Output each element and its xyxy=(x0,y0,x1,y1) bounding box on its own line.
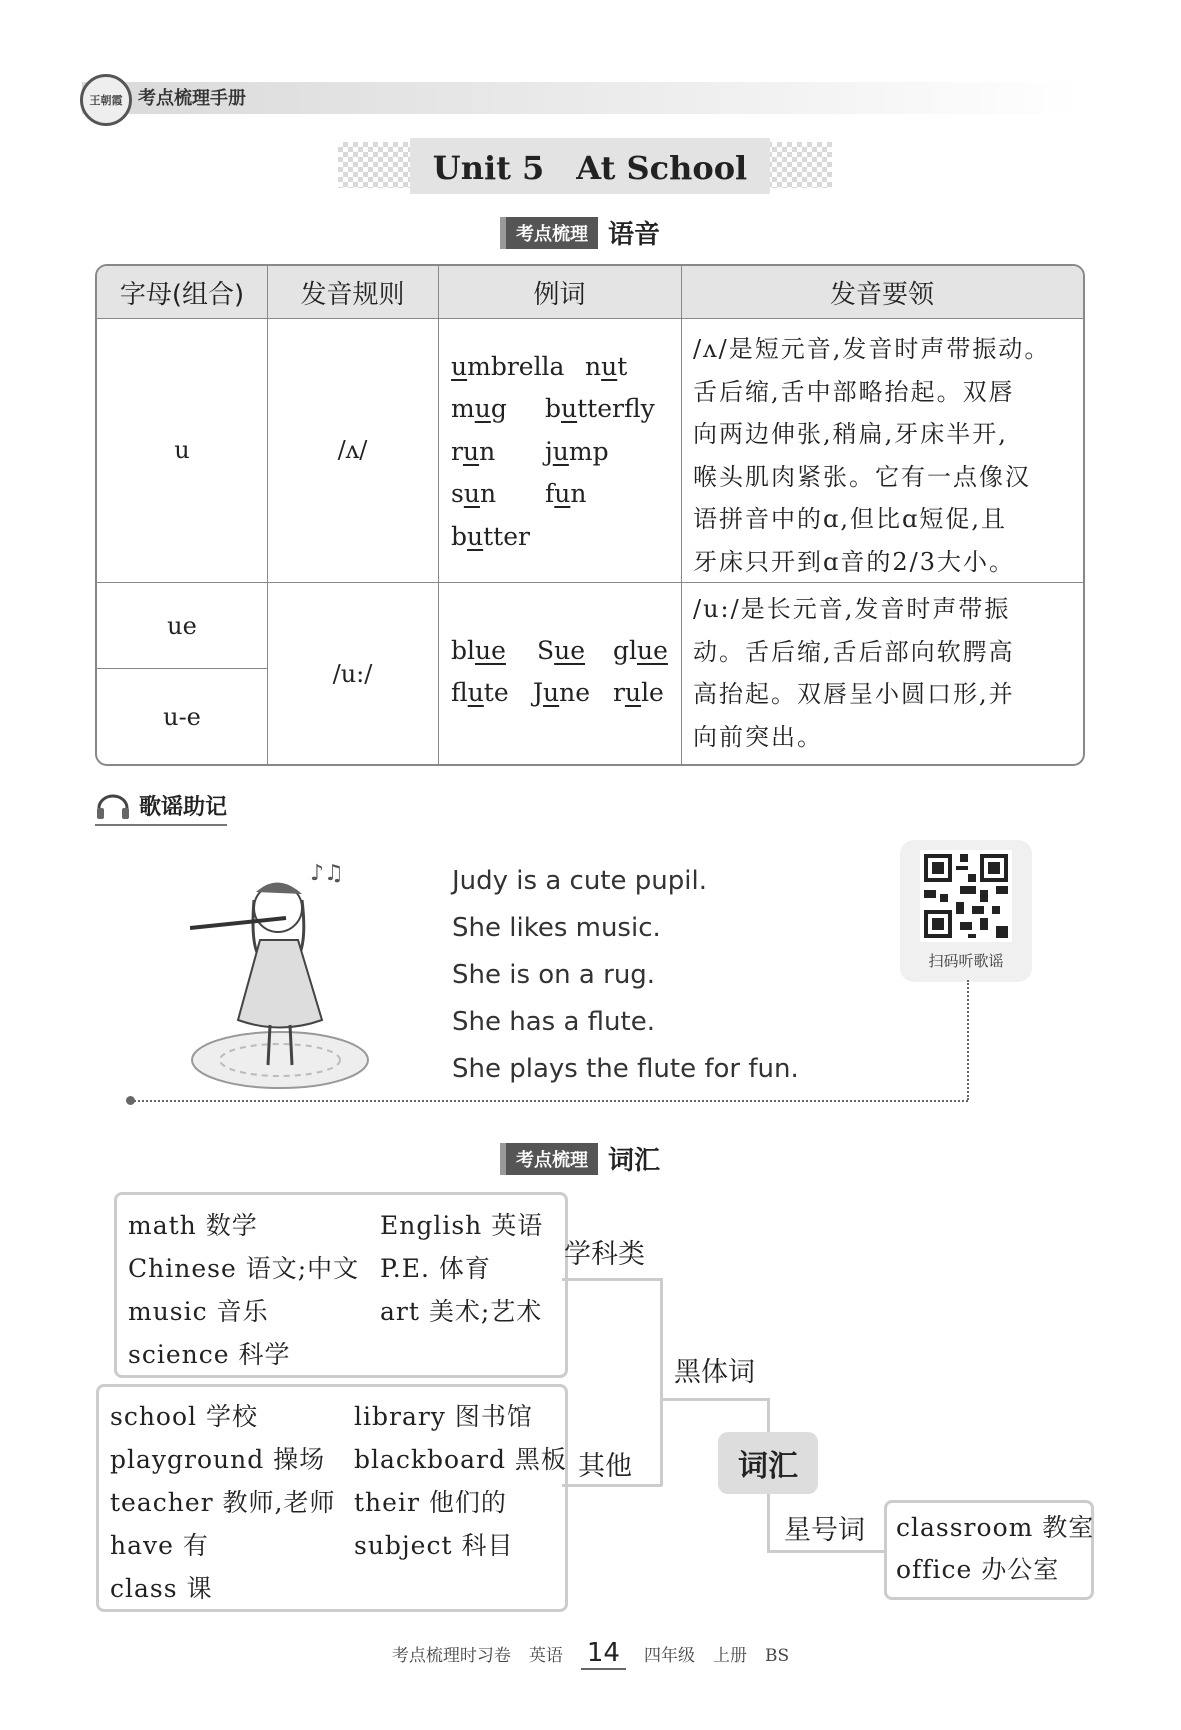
target-letters: u xyxy=(467,522,484,551)
desc-line: 舌后缩,舌中部略抬起。双唇 xyxy=(693,377,1015,406)
col-header-rule: 发音规则 xyxy=(267,266,438,319)
target-letters: u xyxy=(552,437,569,466)
target-letters: u xyxy=(624,678,642,707)
qr-card[interactable] xyxy=(900,840,1032,982)
row2-letter-ue: ue xyxy=(167,611,197,640)
target-letters: u xyxy=(543,678,560,707)
lyric-line: She has a flute. xyxy=(452,1007,655,1037)
page-number: 14 xyxy=(581,1638,626,1670)
lyric-line: She likes music. xyxy=(452,913,661,943)
target-letters: ue xyxy=(475,636,506,665)
vocab-item: have 有 xyxy=(110,1531,209,1560)
example-word: butterfly xyxy=(545,394,655,423)
footer-edition: BS xyxy=(764,1646,790,1666)
table-divider xyxy=(438,266,439,764)
example-word: Sue xyxy=(537,636,586,665)
example-word: umbrella xyxy=(451,352,565,381)
others-right-list xyxy=(354,1395,567,1567)
row2-letter-u-e: u-e xyxy=(163,702,201,731)
footer-grade: 四年级 xyxy=(643,1646,695,1666)
desc-line: 喉头肌肉紧张。它有一点像汉 xyxy=(693,462,1031,491)
example-word: butter xyxy=(451,522,530,551)
example-word: run xyxy=(451,437,496,466)
connector-line xyxy=(767,1550,887,1553)
unit-title: Unit 5 At School xyxy=(410,138,770,194)
example-word: jump xyxy=(545,437,609,466)
vocab-item: playground 操场 xyxy=(110,1445,326,1474)
phonics-table xyxy=(95,264,1085,766)
book-title: 考点梳理手册 xyxy=(138,88,246,109)
example-word: rule xyxy=(613,678,664,707)
vocab-item: blackboard 黑板 xyxy=(354,1445,567,1474)
song-lyrics xyxy=(452,858,799,1093)
vocab-item: school 学校 xyxy=(110,1402,258,1431)
vocab-item: office 办公室 xyxy=(896,1555,1060,1584)
vocab-item: Chinese 语文;中文 xyxy=(128,1254,360,1283)
qr-code-icon[interactable] xyxy=(920,850,1012,942)
girl-playing-flute-illustration xyxy=(190,850,370,1100)
row1-description xyxy=(693,328,1078,583)
connector-line xyxy=(767,1398,770,1434)
example-word: nut xyxy=(585,352,628,381)
connector-line xyxy=(562,1278,662,1281)
table-divider xyxy=(681,266,682,764)
desc-line: 动。舌后缩,舌后部向软腭高 xyxy=(693,637,1015,666)
lyric-line: Judy is a cute pupil. xyxy=(452,866,707,896)
row2-example-words xyxy=(451,630,681,720)
headphones-icon xyxy=(95,792,131,820)
star-words-label: 星号词 xyxy=(784,1515,865,1546)
subjects-label: 学科类 xyxy=(564,1239,645,1270)
song-heading xyxy=(95,790,227,826)
subjects-left-list xyxy=(128,1204,359,1376)
desc-line: 向两边伸张,稍扁,牙床半开, xyxy=(693,420,1008,448)
publisher-logo: 王朝霞 xyxy=(80,74,132,126)
desc-line: 高抬起。双唇呈小圆口形,并 xyxy=(693,680,1015,708)
target-letters: ue xyxy=(637,636,668,665)
svg-text:♪♫: ♪♫ xyxy=(310,861,344,886)
desc-line: 语拼音中的ɑ,但比ɑ短促,且 xyxy=(693,505,1007,533)
vocab-item: classroom 教室 xyxy=(896,1513,1095,1542)
row2-sound: /u:/ xyxy=(332,659,373,688)
page-footer xyxy=(0,1638,1181,1670)
qr-caption: 扫码听歌谣 xyxy=(928,952,1004,970)
example-word: sun xyxy=(451,479,497,508)
row2-description xyxy=(693,588,1078,758)
vocab-item: class 课 xyxy=(110,1574,213,1603)
phonics-heading xyxy=(506,214,660,251)
others-label: 其他 xyxy=(578,1451,632,1482)
example-word: June xyxy=(533,678,591,707)
subjects-right-list xyxy=(380,1204,543,1333)
target-letters: u xyxy=(554,479,571,508)
section-tag: 考点梳理 xyxy=(506,217,598,249)
footer-volume: 上册 xyxy=(712,1646,747,1666)
example-word: fun xyxy=(545,479,587,508)
desc-line: /u:/是长元音,发音时声带振 xyxy=(693,595,1011,623)
vocab-item: English 英语 xyxy=(380,1211,544,1240)
target-letters: u xyxy=(474,394,491,423)
vocab-item: library 图书馆 xyxy=(354,1402,533,1431)
vocab-heading xyxy=(506,1140,660,1177)
vocab-item: art 美术;艺术 xyxy=(380,1297,543,1326)
dotted-divider xyxy=(130,1100,968,1102)
connector-line xyxy=(660,1278,663,1486)
target-letters: u xyxy=(601,352,618,381)
dotted-connector xyxy=(967,980,969,1100)
example-word: blue xyxy=(451,636,506,665)
target-letters: u xyxy=(561,394,578,423)
target-letters: u xyxy=(462,437,480,466)
desc-line: 向前突出。 xyxy=(693,722,823,751)
target-letters: u xyxy=(463,479,480,508)
lyric-line: She plays the flute for fun. xyxy=(452,1054,799,1084)
row1-letter: u xyxy=(174,436,190,464)
row1-example-words xyxy=(451,346,681,566)
star-words-list xyxy=(896,1507,1094,1591)
section-name: 语音 xyxy=(608,220,661,250)
col-header-examples: 例词 xyxy=(438,266,681,319)
desc-line: 牙床只开到ɑ音的2/3大小。 xyxy=(693,547,1015,576)
vocab-item: P.E. 体育 xyxy=(380,1254,491,1283)
col-header-letters: 字母(组合) xyxy=(97,266,267,319)
others-left-list xyxy=(110,1395,336,1610)
connector-line xyxy=(767,1494,770,1552)
row1-sound: /ʌ/ xyxy=(337,436,368,464)
lyric-line: She is on a rug. xyxy=(452,960,656,990)
vocab-center-node: 词汇 xyxy=(718,1432,818,1494)
song-tag-label: 歌谣助记 xyxy=(139,795,228,820)
col-header-tips: 发音要领 xyxy=(681,266,1083,319)
footer-series: 考点梳理时习卷 xyxy=(391,1646,511,1666)
example-word: glue xyxy=(613,636,668,665)
target-letters: u xyxy=(467,678,484,707)
connector-line xyxy=(662,1398,770,1401)
vocab-item: subject 科目 xyxy=(354,1531,514,1560)
example-word: mug xyxy=(451,394,507,423)
section-tag: 考点梳理 xyxy=(506,1143,598,1175)
footer-subject: 英语 xyxy=(528,1646,563,1666)
vocab-item: music 音乐 xyxy=(128,1297,269,1326)
bold-words-label: 黑体词 xyxy=(674,1357,755,1388)
target-letters: u xyxy=(451,352,468,381)
vocab-item: teacher 教师,老师 xyxy=(110,1488,336,1517)
vocab-item: science 科学 xyxy=(128,1340,291,1369)
divider-dot xyxy=(126,1096,135,1105)
vocab-item: their 他们的 xyxy=(354,1488,507,1517)
vocab-item: math 数学 xyxy=(128,1211,258,1240)
connector-line xyxy=(562,1484,662,1487)
example-word: flute xyxy=(451,678,509,707)
target-letters: ue xyxy=(554,636,586,665)
desc-line: /ʌ/是短元音,发音时声带振动。 xyxy=(693,335,1051,363)
section-name: 词汇 xyxy=(608,1146,661,1176)
